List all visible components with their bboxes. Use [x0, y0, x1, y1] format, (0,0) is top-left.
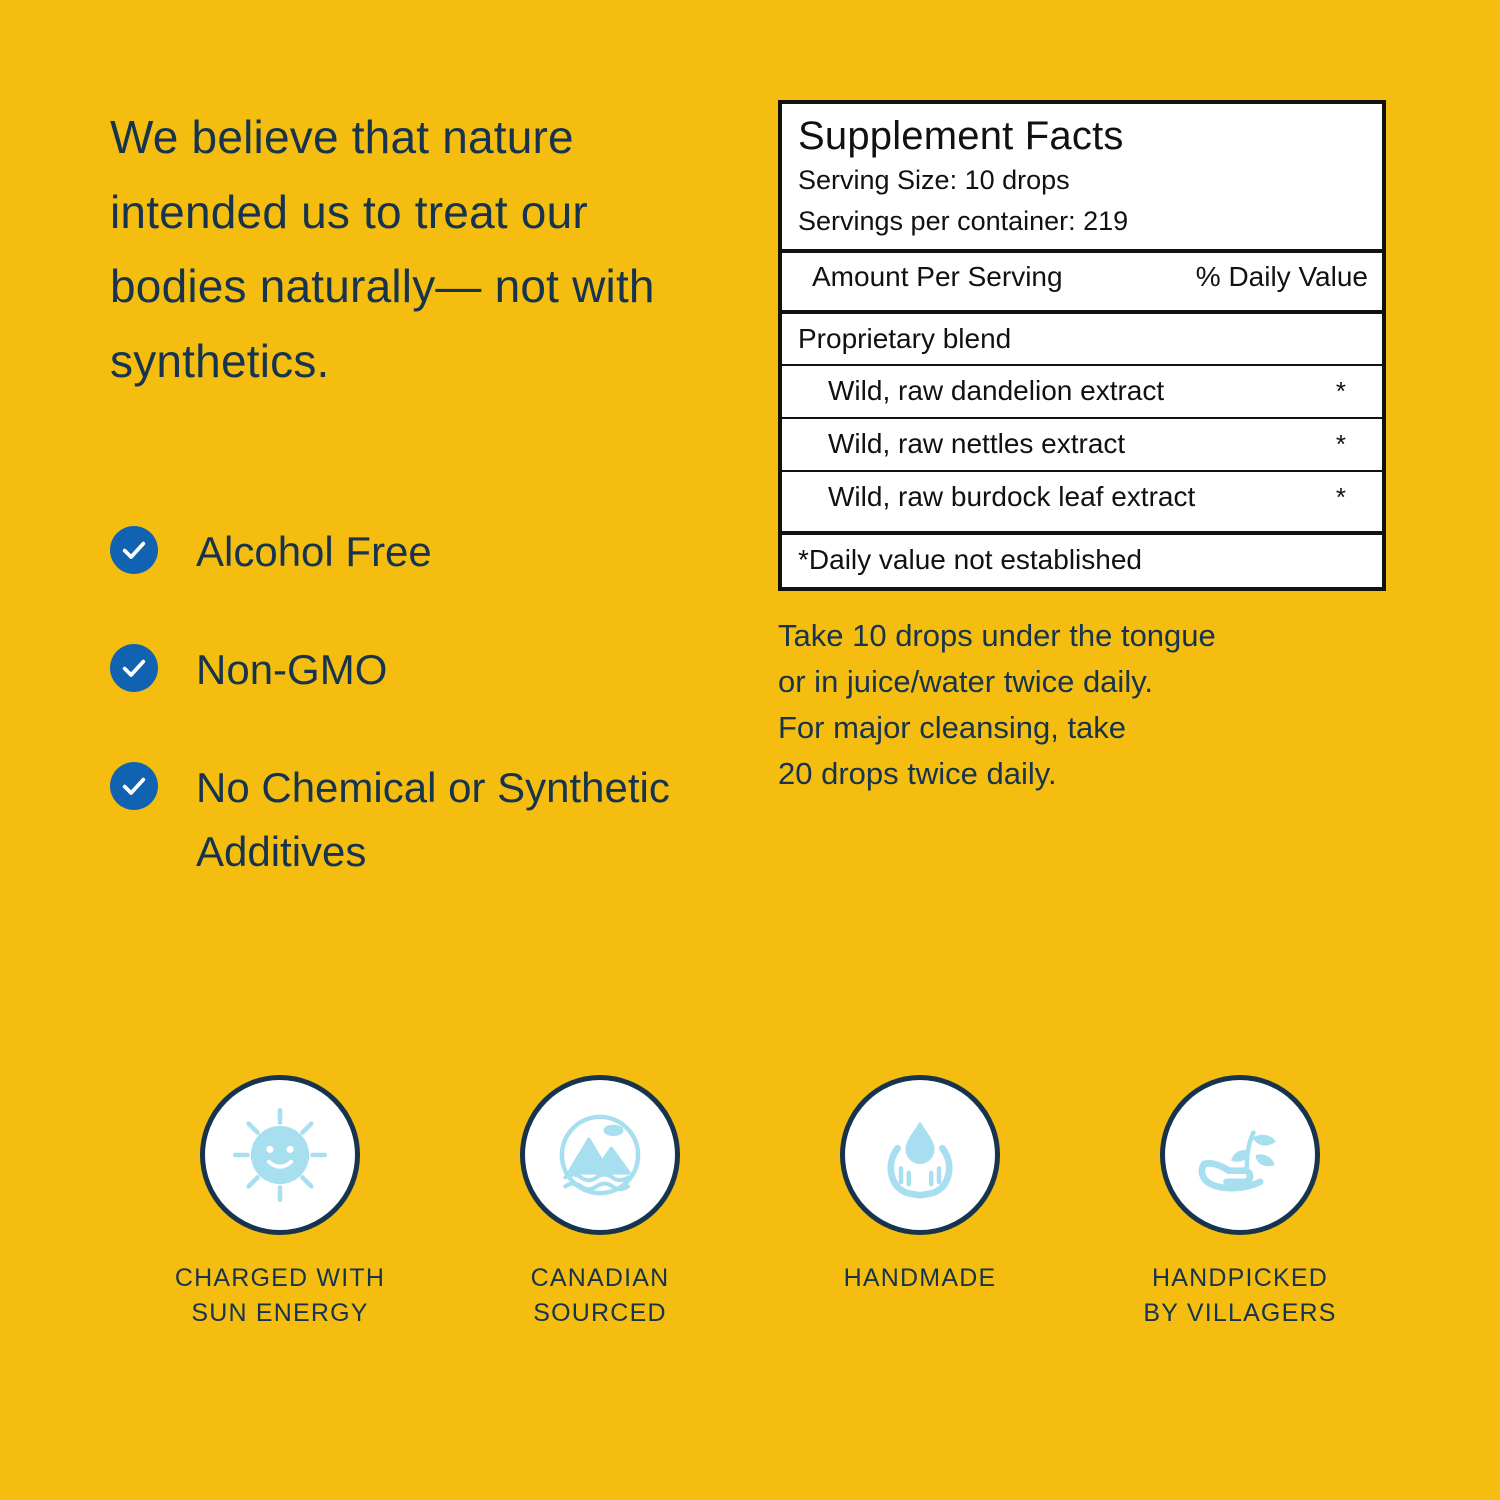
check-icon — [110, 762, 158, 810]
badge-label — [1143, 1261, 1336, 1330]
benefit-label: Alcohol Free — [196, 528, 432, 576]
badge-label-line2: SUN ENERGY — [191, 1298, 369, 1327]
list-item — [110, 756, 730, 884]
sun-icon — [200, 1075, 360, 1235]
directions-line: Take 10 drops under the tongue — [778, 618, 1216, 654]
hands-droplet-icon — [840, 1075, 1000, 1235]
badge-label — [175, 1261, 385, 1330]
badge-label-line2: SOURCED — [533, 1298, 667, 1327]
ingredient-daily-value: * — [1335, 481, 1346, 512]
check-icon — [110, 644, 158, 692]
badge-handpicked-by-villagers — [1080, 1075, 1400, 1330]
mountain-lake-icon — [520, 1075, 680, 1235]
badge-label-line1: HANDPICKED — [1152, 1264, 1328, 1292]
benefit-label: Non-GMO — [196, 645, 388, 693]
ingredient-name: Wild, raw nettles extract — [828, 428, 1126, 460]
supplement-facts-title: Supplement Facts — [798, 114, 1124, 158]
badge-charged-with-sun-energy — [120, 1075, 440, 1330]
directions-text — [778, 613, 1386, 797]
table-header-row — [782, 253, 1382, 302]
servings-per-container: Servings per container: 219 — [798, 206, 1129, 237]
left-column — [110, 100, 730, 883]
benefits-list — [110, 520, 730, 883]
ingredient-name: Wild, raw dandelion extract — [828, 375, 1165, 407]
badge-label-line2: BY VILLAGERS — [1143, 1298, 1337, 1327]
directions-line: or in juice/water twice daily. — [778, 664, 1154, 700]
benefit-label: No Chemical or Synthetic Additives — [196, 763, 670, 875]
table-row — [782, 419, 1382, 470]
table-row — [782, 366, 1382, 417]
badge-handmade — [760, 1075, 1080, 1330]
ingredient-daily-value: * — [1335, 375, 1346, 406]
ingredient-daily-value: * — [1335, 428, 1346, 459]
daily-value-header: % Daily Value — [1195, 261, 1368, 293]
ingredient-name: Wild, raw burdock leaf extract — [828, 481, 1196, 513]
daily-value-footnote: *Daily value not established — [798, 544, 1142, 576]
badge-row — [120, 1075, 1400, 1330]
proprietary-blend-row: Proprietary blend — [798, 323, 1012, 355]
badge-canadian-sourced — [440, 1075, 760, 1330]
table-row — [782, 472, 1382, 523]
check-icon — [110, 526, 158, 574]
badge-label — [844, 1261, 997, 1296]
badge-label-line1: HANDMADE — [843, 1264, 997, 1292]
list-item — [110, 520, 730, 584]
right-column — [778, 100, 1386, 797]
directions-line: For major cleansing, take — [778, 710, 1127, 746]
hand-plant-icon — [1160, 1075, 1320, 1235]
amount-per-serving-header: Amount Per Serving — [812, 261, 1063, 293]
page-title: We believe that nature intended us to treat our bodies naturally— not with synthetics. — [110, 111, 655, 387]
badge-label-line1: CANADIAN — [530, 1264, 670, 1292]
badge-label — [531, 1261, 670, 1330]
supplement-facts-panel — [778, 100, 1386, 591]
directions-line: 20 drops twice daily. — [778, 755, 1057, 791]
list-item — [110, 638, 730, 702]
badge-label-line1: CHARGED WITH — [174, 1264, 386, 1292]
serving-size: Serving Size: 10 drops — [798, 165, 1070, 195]
